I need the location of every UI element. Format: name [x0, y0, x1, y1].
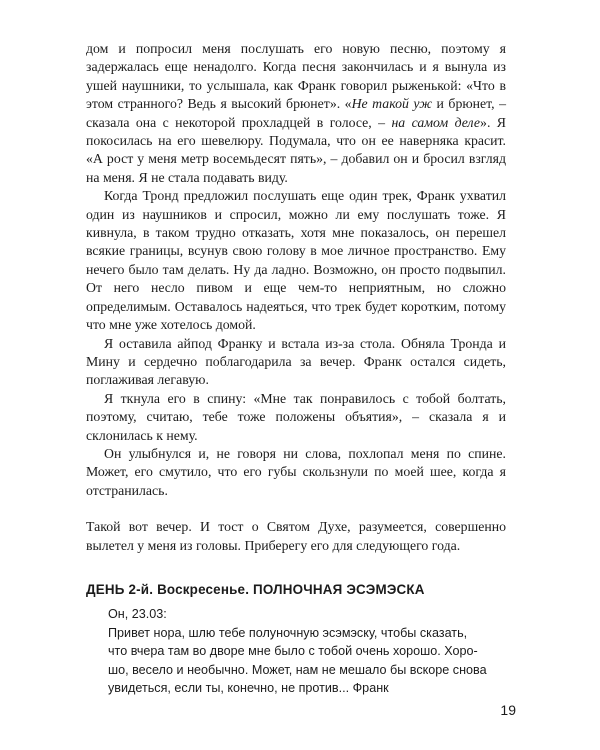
paragraph-4: Я ткнула его в спину: «Мне так понравилось с тобой болтать, поэтому, считаю, тебе тоже положены объятия», – сказала я и склонилась к нему. [86, 390, 506, 443]
sms-line: шо, весело и необычно. Может, нам не мешало бы вскоре снова [108, 662, 487, 677]
italic-emphasis: Не такой уж [351, 96, 433, 112]
sms-line: увидеться, если ты, конечно, не против... Франк [108, 681, 389, 695]
italic-emphasis: на самом деле [391, 114, 481, 130]
chapter-heading: ДЕНЬ 2-й. Воскресенье. ПОЛНОЧНАЯ ЭСЭМЭСКА [86, 581, 425, 597]
paragraph-3: Я оставила айпод Франку и встала из-за стола. Обняла Тронда и Мину и сердечно поблагодарила за вечер. Франк остался сидеть, поглаживая легавую. [86, 335, 506, 388]
book-page [86, 40, 506, 697]
sms-message [108, 605, 506, 697]
paragraph-gap [86, 500, 506, 518]
closing-paragraph: Такой вот вечер. И тост о Святом Духе, разумеется, совершенно вылетел у меня из головы. Приберегу его для следующего года. [86, 519, 506, 553]
narrative-paragraphs [86, 40, 506, 500]
sms-line: Привет нора, шлю тебе полуночную эсэмэску, чтобы сказать, [108, 625, 468, 640]
paragraph-2: Когда Тронд предложил послушать еще один трек, Франк ухватил один из наушников и спросил, можно ли ему послушать тоже. Я кивнула, в таком трудно отказать, хотя мне показалось, он перешел всякие границы, всунув свою голову в мое личное пространство. Ему нечего было там делать. Ну да ладно. Возможно, он просто подвыпил. От него несло пивом и еще чем-то неприятным, но сложно определимым. Оставалось надеяться, что трек будет коротким, потому что мне уже хотелось домой. [86, 188, 506, 333]
paragraph-5: Он улыбнулся и, не говоря ни слова, похлопал меня по спине. Может, его смутило, что его губы скользнули по моей шее, когда я отстранилась. [86, 445, 506, 498]
paragraph-1: дом и попросил меня послушать его новую песню, поэтому я задержалась еще ненадолго. Когда песня закончилась и я вынула из ушей наушники, то услышала, как Франк говорил рыженькой: «Что в этом странного? Ведь я высокий брюнет». «Не такой уж и брюнет, – сказала она с некоторой прохладцей в голосе, – на самом деле». Я покосилась на его шевелюру. Подумала, что он ее наверняка красит. «А рост у меня метр восемьдесят пять», – добавил он и бросил взгляд на меня. Я не стала подавать виду. [86, 41, 507, 185]
page-number: 19 [500, 702, 516, 718]
sms-line: что вчера там во дворе мне было с тобой очень хорошо. Хоро- [108, 644, 478, 659]
sms-header: Он, 23.03: [108, 607, 167, 622]
